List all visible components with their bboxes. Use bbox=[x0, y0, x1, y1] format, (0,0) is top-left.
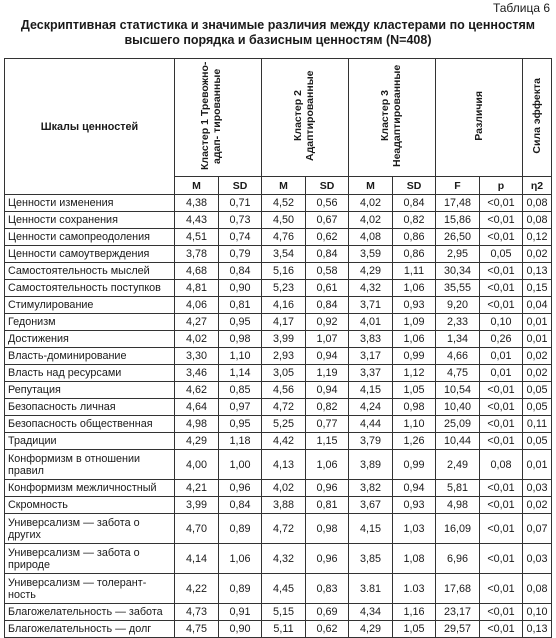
table-cell: 4,64 bbox=[175, 399, 219, 416]
row-label: Самостоятельность мыслей bbox=[5, 263, 175, 280]
table-cell: 1,00 bbox=[219, 450, 262, 480]
table-cell: 1,03 bbox=[393, 514, 436, 544]
sub-header-cell: M bbox=[175, 177, 219, 195]
table-row bbox=[5, 433, 552, 450]
table-cell: 0,13 bbox=[523, 263, 552, 280]
table-row bbox=[5, 263, 552, 280]
table-cell: 4,02 bbox=[175, 331, 219, 348]
table-cell: 1,06 bbox=[393, 331, 436, 348]
table-row bbox=[5, 621, 552, 638]
table-row bbox=[5, 195, 552, 212]
table-cell: 0,94 bbox=[393, 480, 436, 497]
table-cell: 0,81 bbox=[219, 297, 262, 314]
header-cluster-2-label: Кластер 2 Адаптированные bbox=[292, 70, 316, 162]
table-row bbox=[5, 574, 552, 604]
table-cell: 10,40 bbox=[436, 399, 480, 416]
table-cell: 3,88 bbox=[262, 497, 306, 514]
table-cell: 1,18 bbox=[219, 433, 262, 450]
row-label: Ценности самопреодоления bbox=[5, 229, 175, 246]
table-cell: <0,01 bbox=[480, 433, 523, 450]
table-cell: 4,81 bbox=[175, 280, 219, 297]
table-cell: 4,66 bbox=[436, 348, 480, 365]
table-cell: 1,07 bbox=[306, 331, 349, 348]
table-cell: 0,08 bbox=[480, 450, 523, 480]
table-cell: 6,96 bbox=[436, 544, 480, 574]
row-label: Ценности изменения bbox=[5, 195, 175, 212]
row-label: Благожелательность — долг bbox=[5, 621, 175, 638]
row-label: Безопасность личная bbox=[5, 399, 175, 416]
table-cell: 0,62 bbox=[306, 229, 349, 246]
table-cell: 4,29 bbox=[349, 621, 393, 638]
table-cell: 0,10 bbox=[523, 604, 552, 621]
table-cell: 0,92 bbox=[306, 314, 349, 331]
table-cell: 0,73 bbox=[219, 212, 262, 229]
table-row bbox=[5, 229, 552, 246]
table-cell: <0,01 bbox=[480, 399, 523, 416]
header-differences bbox=[436, 59, 523, 177]
table-cell: 1,06 bbox=[219, 544, 262, 574]
table-cell: 0,56 bbox=[306, 195, 349, 212]
table-cell: 26,50 bbox=[436, 229, 480, 246]
table-cell: 0,08 bbox=[523, 212, 552, 229]
row-label: Репутация bbox=[5, 382, 175, 399]
table-cell: 0,83 bbox=[306, 574, 349, 604]
table-cell: 4,15 bbox=[349, 514, 393, 544]
table-cell: 3,54 bbox=[262, 246, 306, 263]
table-cell: 2,93 bbox=[262, 348, 306, 365]
table-row bbox=[5, 514, 552, 544]
table-cell: 25,09 bbox=[436, 416, 480, 433]
table-cell: 3,85 bbox=[349, 544, 393, 574]
table-cell: 0,02 bbox=[523, 365, 552, 382]
table-cell: 4,02 bbox=[262, 480, 306, 497]
table-cell: 2,49 bbox=[436, 450, 480, 480]
table-cell: 3,71 bbox=[349, 297, 393, 314]
table-cell: <0,01 bbox=[480, 604, 523, 621]
table-cell: 4,14 bbox=[175, 544, 219, 574]
table-cell: 0,81 bbox=[306, 497, 349, 514]
table-cell: 0,93 bbox=[393, 497, 436, 514]
table-row bbox=[5, 314, 552, 331]
table-row bbox=[5, 604, 552, 621]
table-cell: <0,01 bbox=[480, 621, 523, 638]
table-cell: 1,14 bbox=[219, 365, 262, 382]
row-label: Универсализм — толерант- ность bbox=[5, 574, 175, 604]
table-cell: 0,90 bbox=[219, 621, 262, 638]
row-label: Традиции bbox=[5, 433, 175, 450]
table-cell: 0,01 bbox=[480, 348, 523, 365]
table-cell: 3,59 bbox=[349, 246, 393, 263]
table-cell: 23,17 bbox=[436, 604, 480, 621]
table-cell: 4,38 bbox=[175, 195, 219, 212]
table-cell: 2,95 bbox=[436, 246, 480, 263]
table-cell: 1,06 bbox=[393, 280, 436, 297]
table-cell: 4,32 bbox=[262, 544, 306, 574]
header-effect-size bbox=[523, 59, 552, 177]
table-cell: 4,52 bbox=[262, 195, 306, 212]
table-cell: 0,07 bbox=[523, 514, 552, 544]
table-cell: 0,79 bbox=[219, 246, 262, 263]
table-row bbox=[5, 331, 552, 348]
table-cell: 3.81 bbox=[349, 574, 393, 604]
table-cell: 0,91 bbox=[219, 604, 262, 621]
header-cluster-1-label: Кластер 1 Тревожно-адап- тированные bbox=[199, 61, 223, 171]
table-cell: 5,25 bbox=[262, 416, 306, 433]
table-row bbox=[5, 365, 552, 382]
table-cell: 0,01 bbox=[523, 314, 552, 331]
table-cell: 0,90 bbox=[219, 280, 262, 297]
table-cell: 17,68 bbox=[436, 574, 480, 604]
table-cell: 10,44 bbox=[436, 433, 480, 450]
table-cell: 0,03 bbox=[523, 480, 552, 497]
table-cell: 9,20 bbox=[436, 297, 480, 314]
table-cell: 4,22 bbox=[175, 574, 219, 604]
table-cell: 0,82 bbox=[393, 212, 436, 229]
table-cell: 1.03 bbox=[393, 574, 436, 604]
table-cell: 4,29 bbox=[349, 263, 393, 280]
table-cell: 1,19 bbox=[306, 365, 349, 382]
table-row bbox=[5, 246, 552, 263]
table-cell: 0,98 bbox=[393, 399, 436, 416]
table-cell: 3,30 bbox=[175, 348, 219, 365]
header-effect-size-label: Сила эффекта bbox=[531, 78, 543, 154]
table-cell: 4,75 bbox=[436, 365, 480, 382]
table-cell: <0,01 bbox=[480, 195, 523, 212]
table-row bbox=[5, 416, 552, 433]
statistics-table bbox=[4, 58, 552, 638]
table-cell: 0,98 bbox=[306, 514, 349, 544]
row-label: Власть над ресурсами bbox=[5, 365, 175, 382]
table-cell: 35,55 bbox=[436, 280, 480, 297]
table-cell: 3,67 bbox=[349, 497, 393, 514]
sub-header-cell: p bbox=[480, 177, 523, 195]
table-cell: 0,84 bbox=[393, 195, 436, 212]
table-cell: 0,10 bbox=[480, 314, 523, 331]
table-cell: 5,81 bbox=[436, 480, 480, 497]
table-cell: 3,99 bbox=[175, 497, 219, 514]
table-cell: 0,85 bbox=[219, 382, 262, 399]
table-cell: 0,71 bbox=[219, 195, 262, 212]
table-cell: 1,11 bbox=[393, 263, 436, 280]
table-cell: 1,08 bbox=[393, 544, 436, 574]
table-number: Таблица 6 bbox=[492, 1, 550, 15]
table-row bbox=[5, 382, 552, 399]
table-cell: 4,06 bbox=[175, 297, 219, 314]
table-cell: 5,23 bbox=[262, 280, 306, 297]
table-cell: 0,99 bbox=[393, 348, 436, 365]
table-cell: 1,34 bbox=[436, 331, 480, 348]
table-cell: 4,00 bbox=[175, 450, 219, 480]
table-cell: 0,26 bbox=[480, 331, 523, 348]
table-row bbox=[5, 212, 552, 229]
table-cell: 0,04 bbox=[523, 297, 552, 314]
table-cell: 4,50 bbox=[262, 212, 306, 229]
table-cell: 0,02 bbox=[523, 348, 552, 365]
table-cell: 1,16 bbox=[393, 604, 436, 621]
table-cell: 4,32 bbox=[349, 280, 393, 297]
table-cell: 4,44 bbox=[349, 416, 393, 433]
table-cell: 4,75 bbox=[175, 621, 219, 638]
table-cell: 0,05 bbox=[480, 246, 523, 263]
table-cell: 4,98 bbox=[175, 416, 219, 433]
table-cell: 0,02 bbox=[523, 246, 552, 263]
table-cell: 0,96 bbox=[306, 480, 349, 497]
table-cell: 4,56 bbox=[262, 382, 306, 399]
table-cell: 1,15 bbox=[306, 433, 349, 450]
table-cell: 0,05 bbox=[523, 399, 552, 416]
table-cell: 0,77 bbox=[306, 416, 349, 433]
table-cell: 1,05 bbox=[393, 382, 436, 399]
table-cell: 0,01 bbox=[523, 331, 552, 348]
row-label: Универсализм — забота о природе bbox=[5, 544, 175, 574]
table-cell: 1,06 bbox=[306, 450, 349, 480]
table-cell: 15,86 bbox=[436, 212, 480, 229]
table-cell: 0,58 bbox=[306, 263, 349, 280]
table-cell: 0,97 bbox=[219, 399, 262, 416]
sub-header-cell: F bbox=[436, 177, 480, 195]
row-label: Власть-доминирование bbox=[5, 348, 175, 365]
table-cell: 0,05 bbox=[523, 433, 552, 450]
table-cell: 4,02 bbox=[349, 195, 393, 212]
table-cell: 4,45 bbox=[262, 574, 306, 604]
table-cell: 4,72 bbox=[262, 399, 306, 416]
table-cell: 29,57 bbox=[436, 621, 480, 638]
table-cell: 0,69 bbox=[306, 604, 349, 621]
table-cell: 5,11 bbox=[262, 621, 306, 638]
table-cell: 10,54 bbox=[436, 382, 480, 399]
table-cell: 4,29 bbox=[175, 433, 219, 450]
table-cell: 3,37 bbox=[349, 365, 393, 382]
table-row bbox=[5, 297, 552, 314]
table-cell: 0,82 bbox=[306, 399, 349, 416]
header-cluster-1 bbox=[175, 59, 262, 177]
table-cell: 0,05 bbox=[523, 382, 552, 399]
header-cluster-2 bbox=[262, 59, 349, 177]
table-cell: 3,82 bbox=[349, 480, 393, 497]
row-label: Универсализм — забота о других bbox=[5, 514, 175, 544]
table-cell: <0,01 bbox=[480, 229, 523, 246]
row-label: Гедонизм bbox=[5, 314, 175, 331]
table-cell: <0,01 bbox=[480, 280, 523, 297]
sub-header-cell: SD bbox=[393, 177, 436, 195]
table-row bbox=[5, 348, 552, 365]
table-cell: 0,02 bbox=[523, 497, 552, 514]
table-cell: 3,78 bbox=[175, 246, 219, 263]
table-cell: 4,02 bbox=[349, 212, 393, 229]
sub-header-cell: SD bbox=[306, 177, 349, 195]
row-label: Конформизм в отношении правил bbox=[5, 450, 175, 480]
table-cell: <0,01 bbox=[480, 544, 523, 574]
table-cell: 4,24 bbox=[349, 399, 393, 416]
table-cell: 3,89 bbox=[349, 450, 393, 480]
table-cell: 5,16 bbox=[262, 263, 306, 280]
table-cell: 0,62 bbox=[306, 621, 349, 638]
table-cell: 1,10 bbox=[393, 416, 436, 433]
table-cell: 5,15 bbox=[262, 604, 306, 621]
row-label: Безопасность общественная bbox=[5, 416, 175, 433]
table-row bbox=[5, 450, 552, 480]
table-cell: 4,13 bbox=[262, 450, 306, 480]
table-cell: 0,13 bbox=[523, 621, 552, 638]
sub-header-cell: M bbox=[262, 177, 306, 195]
table-cell: 4,27 bbox=[175, 314, 219, 331]
table-cell: 0,89 bbox=[219, 574, 262, 604]
table-cell: 4,70 bbox=[175, 514, 219, 544]
table-cell: 0,98 bbox=[219, 331, 262, 348]
table-cell: 0,11 bbox=[523, 416, 552, 433]
table-cell: 0,61 bbox=[306, 280, 349, 297]
table-cell: 4,43 bbox=[175, 212, 219, 229]
header-differences-label: Различия bbox=[473, 91, 485, 141]
table-cell: 2,33 bbox=[436, 314, 480, 331]
table-cell: <0,01 bbox=[480, 297, 523, 314]
table-cell: 17,48 bbox=[436, 195, 480, 212]
table-cell: 1,05 bbox=[393, 621, 436, 638]
row-label: Конформизм межличностный bbox=[5, 480, 175, 497]
table-cell: <0,01 bbox=[480, 480, 523, 497]
sub-header-cell: SD bbox=[219, 177, 262, 195]
table-cell: 1,12 bbox=[393, 365, 436, 382]
table-cell: 0,96 bbox=[306, 544, 349, 574]
sub-header-cell: M bbox=[349, 177, 393, 195]
table-cell: 0,86 bbox=[393, 246, 436, 263]
table-cell: 4,17 bbox=[262, 314, 306, 331]
row-label: Ценности сохранения bbox=[5, 212, 175, 229]
table-cell: <0,01 bbox=[480, 514, 523, 544]
table-cell: 0,84 bbox=[306, 297, 349, 314]
table-cell: 3,79 bbox=[349, 433, 393, 450]
row-label: Благожелательность — забота bbox=[5, 604, 175, 621]
table-cell: 16,09 bbox=[436, 514, 480, 544]
table-cell: 3,99 bbox=[262, 331, 306, 348]
table-cell: 30,34 bbox=[436, 263, 480, 280]
header-scale: Шкалы ценностей bbox=[5, 59, 175, 195]
row-label: Ценности самоутверждения bbox=[5, 246, 175, 263]
header-cluster-3-label: Кластер 3 Неадаптированные bbox=[379, 64, 403, 168]
table-cell: 4,62 bbox=[175, 382, 219, 399]
table-cell: <0,01 bbox=[480, 574, 523, 604]
table-cell: <0,01 bbox=[480, 212, 523, 229]
table-cell: 0,94 bbox=[306, 382, 349, 399]
table-cell: 0,95 bbox=[219, 416, 262, 433]
table-cell: 0,15 bbox=[523, 280, 552, 297]
row-label: Достижения bbox=[5, 331, 175, 348]
table-cell: 3,05 bbox=[262, 365, 306, 382]
table-cell: 4,72 bbox=[262, 514, 306, 544]
table-cell: 4,16 bbox=[262, 297, 306, 314]
table-cell: 4,73 bbox=[175, 604, 219, 621]
table-cell: 0,67 bbox=[306, 212, 349, 229]
table-row bbox=[5, 280, 552, 297]
table-cell: 4,76 bbox=[262, 229, 306, 246]
table-cell: 4,68 bbox=[175, 263, 219, 280]
sub-header-cell: η2 bbox=[523, 177, 552, 195]
table-cell: <0,01 bbox=[480, 382, 523, 399]
table-cell: <0,01 bbox=[480, 497, 523, 514]
row-label: Стимулирование bbox=[5, 297, 175, 314]
table-cell: 3,46 bbox=[175, 365, 219, 382]
table-cell: 0,74 bbox=[219, 229, 262, 246]
table-cell: 0,86 bbox=[393, 229, 436, 246]
table-cell: 1,09 bbox=[393, 314, 436, 331]
table-cell: 0,84 bbox=[219, 497, 262, 514]
table-cell: 0,03 bbox=[523, 544, 552, 574]
table-cell: 4,51 bbox=[175, 229, 219, 246]
table-cell: 0,84 bbox=[306, 246, 349, 263]
table-cell: <0,01 bbox=[480, 263, 523, 280]
table-cell: <0,01 bbox=[480, 416, 523, 433]
table-row bbox=[5, 497, 552, 514]
row-label: Самостоятельность поступков bbox=[5, 280, 175, 297]
table-cell: 0,93 bbox=[393, 297, 436, 314]
table-cell: 4,34 bbox=[349, 604, 393, 621]
table-cell: 4,08 bbox=[349, 229, 393, 246]
table-cell: 4,98 bbox=[436, 497, 480, 514]
table-cell: 0,12 bbox=[523, 229, 552, 246]
table-row bbox=[5, 399, 552, 416]
header-cluster-3 bbox=[349, 59, 436, 177]
table-cell: 0,99 bbox=[393, 450, 436, 480]
table-cell: 0,84 bbox=[219, 263, 262, 280]
table-cell: 4,42 bbox=[262, 433, 306, 450]
table-cell: 4,15 bbox=[349, 382, 393, 399]
table-cell: 0,89 bbox=[219, 514, 262, 544]
table-cell: 0,01 bbox=[480, 365, 523, 382]
table-cell: 0,95 bbox=[219, 314, 262, 331]
table-cell: 1,10 bbox=[219, 348, 262, 365]
row-label: Скромность bbox=[5, 497, 175, 514]
table-cell: 0,96 bbox=[219, 480, 262, 497]
table-title: Дескриптивная статистика и значимые различия между кластерами по ценностям высшего порядка и базисным ценностям (N=408) bbox=[20, 18, 536, 47]
table-cell: 1,26 bbox=[393, 433, 436, 450]
table-cell: 0,94 bbox=[306, 348, 349, 365]
table-body bbox=[5, 195, 552, 638]
table-row bbox=[5, 480, 552, 497]
table-cell: 3,83 bbox=[349, 331, 393, 348]
table-cell: 3,17 bbox=[349, 348, 393, 365]
table-cell: 4,01 bbox=[349, 314, 393, 331]
table-row bbox=[5, 544, 552, 574]
table-cell: 0,08 bbox=[523, 574, 552, 604]
table-cell: 0,01 bbox=[523, 450, 552, 480]
table-cell: 4,21 bbox=[175, 480, 219, 497]
table-cell: 0,08 bbox=[523, 195, 552, 212]
